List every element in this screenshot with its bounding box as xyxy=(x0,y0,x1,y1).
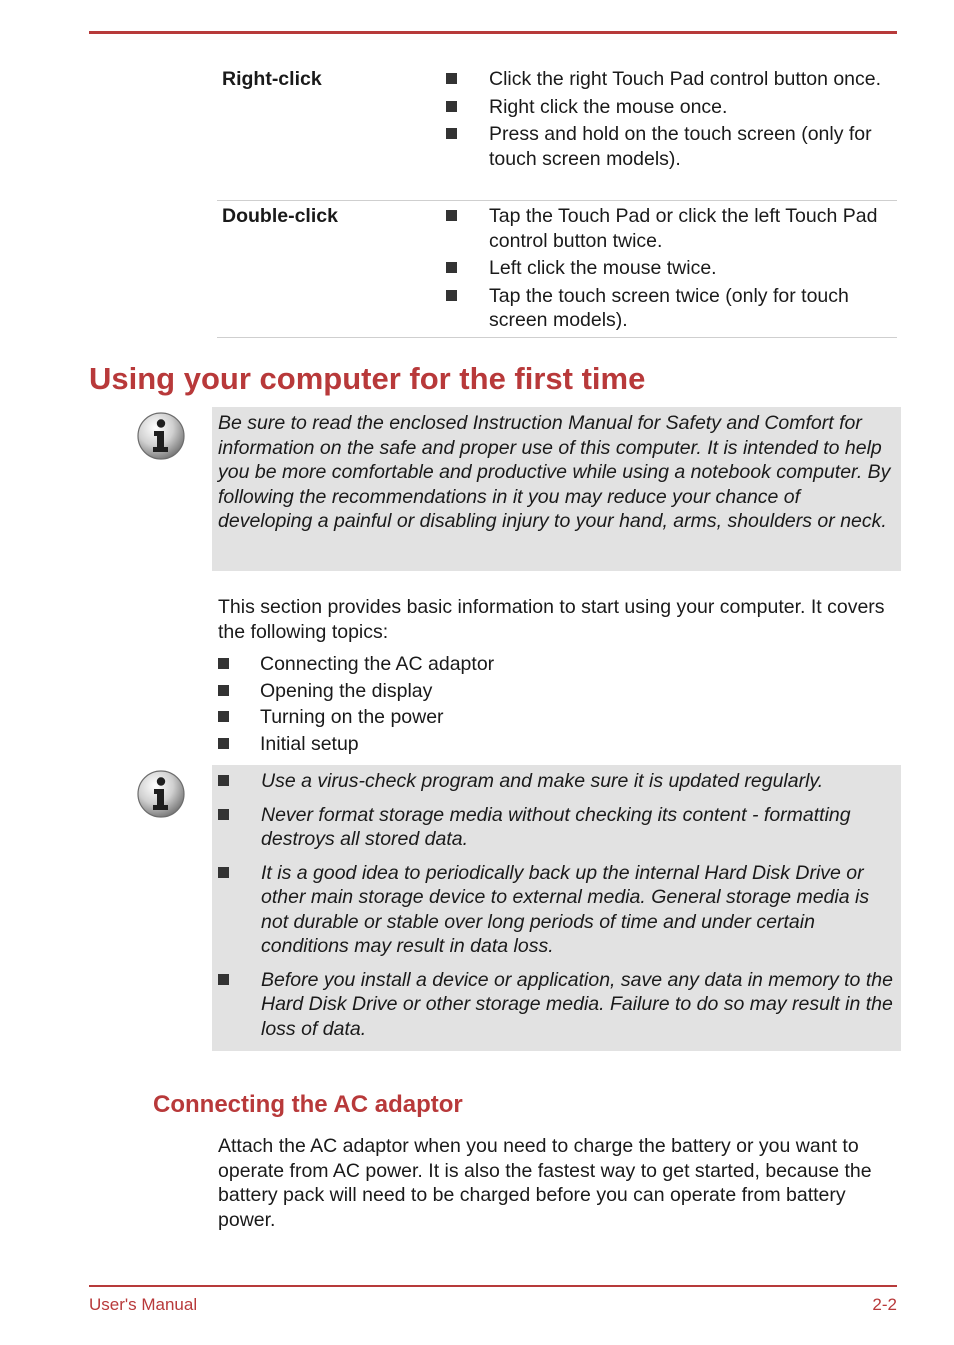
topics-list xyxy=(218,652,494,758)
list-item-text: It is a good idea to periodically back up the internal Hard Disk Drive or other main storage device to external media. General storage media is not durable or stable over long periods of time and under certain conditions may result in data loss. xyxy=(261,861,870,957)
list-item xyxy=(446,95,896,120)
list-item-text: Before you install a device or application, save any data in memory to the Hard Disk Drive or other storage media. Failure to do so may result in the loss of data. xyxy=(261,968,893,1040)
list-item xyxy=(446,204,896,253)
safety-note xyxy=(212,407,901,571)
table-row xyxy=(217,67,897,201)
list-item-text: Right click the mouse once. xyxy=(489,95,728,118)
list-item-text: Turning on the power xyxy=(260,706,444,728)
square-bullet-icon xyxy=(446,290,457,301)
footer-rule xyxy=(89,1285,897,1287)
list-item-text: Tap the Touch Pad or click the left Touch Pad control button twice. xyxy=(489,205,878,252)
list-item xyxy=(218,705,494,732)
square-bullet-icon xyxy=(218,685,229,696)
intro-paragraph: This section provides basic information to start using your computer. It covers the following topics: xyxy=(218,596,885,643)
subsection-body: Attach the AC adaptor when you need to charge the battery or you want to operate from AC power. It is also the fastest way to get started, because the battery pack will need to be charged before you can operate from battery power. xyxy=(218,1135,872,1231)
list-item xyxy=(446,284,896,333)
square-bullet-icon xyxy=(218,738,229,749)
list-item xyxy=(212,861,895,959)
list-item xyxy=(446,256,896,281)
list-item-text: Press and hold on the touch screen (only for touch screen models). xyxy=(489,123,872,170)
header-rule xyxy=(89,31,897,34)
list-item-text: Connecting the AC adaptor xyxy=(260,653,495,675)
list-item-text: Never format storage media without checking its content - formatting destroys all stored data. xyxy=(261,803,851,850)
square-bullet-icon xyxy=(446,73,457,84)
table-term: Double-click xyxy=(222,205,338,227)
list-item-text: Tap the touch screen twice (only for touch screen models). xyxy=(489,284,849,331)
square-bullet-icon xyxy=(218,775,229,786)
click-actions-table xyxy=(217,67,897,338)
table-item-list xyxy=(446,204,896,336)
list-item xyxy=(212,769,895,794)
list-item xyxy=(218,732,494,759)
subsection-heading: Connecting the AC adaptor xyxy=(153,1091,463,1118)
square-bullet-icon xyxy=(218,711,229,722)
info-icon xyxy=(136,769,186,819)
list-item xyxy=(218,679,494,706)
list-item-text: Initial setup xyxy=(260,732,359,755)
list-item-text: Left click the mouse twice. xyxy=(489,257,717,279)
square-bullet-icon xyxy=(218,974,229,985)
table-term: Right-click xyxy=(222,68,322,90)
list-item xyxy=(218,652,494,679)
data-safety-note xyxy=(212,765,901,1051)
square-bullet-icon xyxy=(446,128,457,139)
square-bullet-icon xyxy=(446,210,457,221)
square-bullet-icon xyxy=(218,658,229,669)
list-item-text: Opening the display xyxy=(260,679,433,702)
section-heading: Using your computer for the first time xyxy=(89,361,646,396)
note-text: Be sure to read the enclosed Instruction Manual for Safety and Comfort for information on the safe and proper use of this computer. It is intended to help you be more comfortable and productive while using a notebook computer. By following the recommendations in it you may reduce your chance of developing a painful or disabling injury to your hand, arms, shoulders or neck. xyxy=(218,412,891,532)
page-number: 2-2 xyxy=(872,1295,897,1314)
table-row xyxy=(217,201,897,338)
list-item xyxy=(446,122,896,171)
note-list xyxy=(212,769,895,1041)
square-bullet-icon xyxy=(218,867,229,878)
footer-title: User's Manual xyxy=(89,1295,198,1314)
list-item xyxy=(212,968,895,1042)
info-icon xyxy=(136,411,186,461)
square-bullet-icon xyxy=(446,101,457,112)
list-item-text: Click the right Touch Pad control button once. xyxy=(489,68,882,90)
list-item-text: Use a virus-check program and make sure it is updated regularly. xyxy=(261,770,824,792)
square-bullet-icon xyxy=(218,809,229,820)
square-bullet-icon xyxy=(446,262,457,273)
table-item-list xyxy=(446,67,896,174)
list-item xyxy=(446,67,896,92)
list-item xyxy=(212,803,895,852)
